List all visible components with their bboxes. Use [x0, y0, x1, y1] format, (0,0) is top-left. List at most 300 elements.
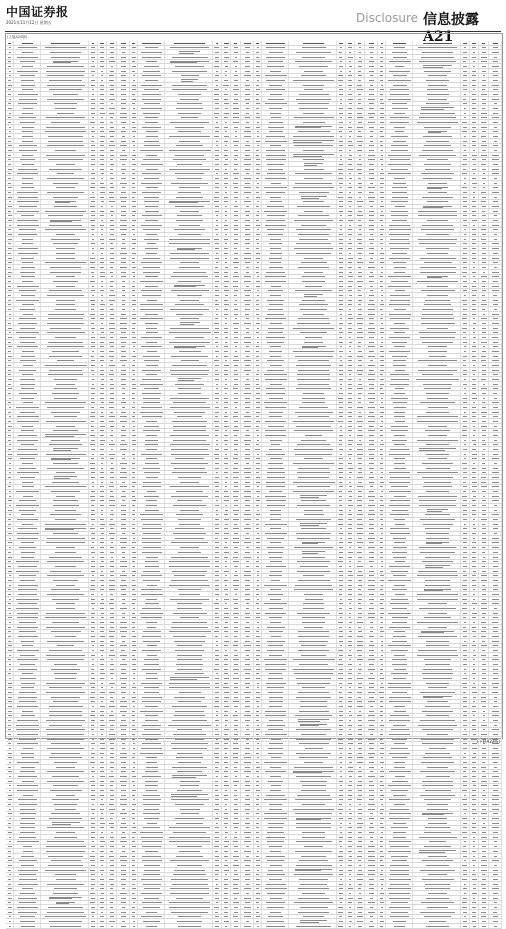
text-stroke — [472, 117, 477, 118]
text-stroke — [46, 117, 86, 118]
text-stroke — [100, 66, 104, 67]
text-stroke — [110, 127, 114, 128]
table-cell — [14, 97, 41, 101]
table-cell — [461, 78, 470, 82]
table-cell — [222, 64, 231, 68]
text-stroke — [143, 113, 160, 114]
table-cell — [378, 88, 386, 92]
table-cell — [386, 55, 413, 59]
text-stroke — [100, 85, 103, 86]
table-cell — [98, 74, 107, 78]
table-cell — [117, 46, 130, 50]
table-cell — [365, 120, 378, 124]
table-cell — [14, 46, 41, 50]
table-cell — [14, 92, 41, 96]
text-stroke — [100, 89, 104, 90]
text-stroke — [214, 66, 219, 67]
text-stroke — [109, 99, 114, 100]
text-stroke — [339, 52, 342, 53]
text-stroke — [142, 99, 161, 100]
continuation-note: (上接A20版) — [7, 35, 27, 40]
text-stroke — [214, 99, 219, 100]
table-cell — [89, 60, 98, 64]
issue-dateline: 2021年11月12日 星期五 — [6, 20, 52, 26]
table-cell — [386, 125, 413, 129]
text-stroke — [369, 61, 373, 62]
table-cell — [107, 120, 117, 124]
text-stroke — [92, 61, 94, 62]
text-stroke — [340, 61, 342, 62]
text-stroke — [267, 66, 284, 67]
table-cell — [6, 55, 14, 59]
text-stroke — [295, 127, 321, 128]
table-cell — [41, 111, 89, 115]
text-stroke — [132, 103, 135, 104]
text-stroke — [132, 117, 136, 118]
text-stroke — [339, 66, 343, 67]
table-cell — [346, 41, 355, 45]
table-cell — [479, 78, 489, 82]
table-cell — [413, 60, 461, 64]
text-stroke — [121, 71, 127, 72]
table-cell — [289, 83, 337, 87]
table-cell — [365, 102, 378, 106]
text-stroke — [369, 127, 374, 128]
text-stroke — [348, 85, 351, 86]
text-stroke — [389, 71, 411, 72]
table-cell — [489, 97, 502, 101]
text-stroke — [256, 52, 259, 53]
text-stroke — [9, 131, 11, 132]
table-cell — [41, 64, 89, 68]
text-stroke — [50, 52, 81, 53]
text-stroke — [349, 71, 352, 72]
table-cell — [346, 106, 355, 110]
text-stroke — [100, 47, 104, 48]
table-cell — [254, 78, 262, 82]
table-cell — [489, 92, 502, 96]
table-cell — [6, 74, 14, 78]
table-cell — [98, 55, 107, 59]
table-cell — [337, 120, 346, 124]
text-stroke — [111, 103, 114, 104]
table-cell — [130, 60, 138, 64]
text-stroke — [357, 127, 363, 128]
text-stroke — [20, 122, 35, 123]
text-stroke — [369, 89, 374, 90]
text-stroke — [256, 117, 260, 118]
text-stroke — [481, 57, 487, 58]
table-cell — [107, 55, 117, 59]
table-cell — [165, 102, 213, 106]
table-cell — [14, 78, 41, 82]
text-stroke — [482, 85, 487, 86]
table-cell — [138, 50, 165, 54]
text-stroke — [392, 103, 407, 104]
text-stroke — [256, 99, 259, 100]
table-cell — [117, 102, 130, 106]
table-cell — [355, 55, 365, 59]
text-stroke — [9, 71, 11, 72]
text-stroke — [462, 122, 467, 123]
table-cell — [489, 60, 502, 64]
table-cell — [489, 50, 502, 54]
text-stroke — [132, 43, 135, 44]
text-stroke — [100, 122, 104, 123]
text-stroke — [380, 80, 383, 81]
text-stroke — [181, 79, 199, 80]
table-cell — [117, 69, 130, 73]
text-stroke — [369, 43, 374, 44]
table-cell — [346, 83, 355, 87]
table-cell — [98, 92, 107, 96]
text-stroke — [100, 99, 105, 100]
text-stroke — [100, 57, 104, 58]
text-stroke — [122, 127, 126, 128]
table-cell — [117, 125, 130, 129]
text-stroke — [348, 75, 353, 76]
table-cell — [98, 97, 107, 101]
text-stroke — [234, 43, 237, 44]
table-cell — [117, 50, 130, 54]
table-cell — [386, 116, 413, 120]
table-cell — [138, 97, 165, 101]
table-cell — [222, 111, 231, 115]
table-cell — [117, 97, 130, 101]
table-cell — [262, 69, 289, 73]
table-cell — [461, 116, 470, 120]
text-stroke — [224, 80, 228, 81]
text-stroke — [359, 47, 362, 48]
text-stroke — [92, 117, 94, 118]
text-stroke — [369, 103, 374, 104]
table-cell — [6, 69, 14, 73]
table-cell — [378, 50, 386, 54]
text-stroke — [304, 89, 324, 90]
table-cell — [98, 111, 107, 115]
table-cell — [117, 88, 130, 92]
table-cell — [14, 125, 41, 129]
text-stroke — [142, 127, 161, 128]
text-stroke — [389, 61, 411, 62]
text-stroke — [132, 61, 135, 62]
text-stroke — [256, 75, 260, 76]
table-cell — [413, 64, 461, 68]
text-stroke — [53, 94, 78, 95]
text-stroke — [472, 47, 476, 48]
table-cell — [254, 106, 262, 110]
table-cell — [479, 41, 489, 45]
text-stroke — [109, 75, 114, 76]
text-stroke — [427, 89, 448, 90]
table-cell — [470, 50, 479, 54]
table-cell — [461, 83, 470, 87]
table-cell — [346, 116, 355, 120]
table-cell — [6, 41, 14, 45]
text-stroke — [349, 89, 352, 90]
text-stroke — [493, 61, 498, 62]
table-cell — [107, 97, 117, 101]
table-cell — [413, 106, 461, 110]
text-stroke — [357, 85, 362, 86]
text-stroke — [463, 43, 467, 44]
table-cell — [222, 116, 231, 120]
text-stroke — [132, 89, 136, 90]
text-stroke — [492, 85, 499, 86]
table-cell — [355, 78, 365, 82]
text-stroke — [472, 57, 475, 58]
text-stroke — [121, 66, 126, 67]
table-cell — [337, 92, 346, 96]
table-cell — [213, 78, 222, 82]
table-cell — [231, 92, 241, 96]
table-cell — [41, 130, 89, 134]
text-stroke — [256, 71, 259, 72]
table-cell — [413, 41, 461, 45]
text-stroke — [473, 52, 476, 53]
text-stroke — [8, 108, 12, 109]
table-cell — [386, 64, 413, 68]
text-stroke — [55, 108, 76, 109]
table-cell — [386, 69, 413, 73]
table-cell — [262, 106, 289, 110]
text-stroke — [482, 89, 485, 90]
text-stroke — [47, 75, 84, 76]
table-cell — [222, 120, 231, 124]
text-stroke — [132, 71, 135, 72]
table-cell — [365, 125, 378, 129]
text-stroke — [472, 99, 476, 100]
table-cell — [337, 74, 346, 78]
table-cell — [41, 46, 89, 50]
text-stroke — [245, 66, 250, 67]
table-cell — [98, 64, 107, 68]
text-stroke — [53, 62, 71, 63]
table-cell — [107, 78, 117, 82]
table-cell — [413, 125, 461, 129]
table-cell — [289, 41, 337, 45]
table-cell — [470, 97, 479, 101]
text-stroke — [225, 122, 228, 123]
table-cell — [262, 46, 289, 50]
text-stroke — [302, 57, 324, 58]
text-stroke — [298, 103, 328, 104]
text-stroke — [132, 52, 134, 53]
table-cell — [470, 74, 479, 78]
table-cell — [241, 64, 254, 68]
text-stroke — [19, 117, 36, 118]
text-stroke — [132, 66, 136, 67]
text-stroke — [45, 131, 87, 132]
table-cell — [470, 120, 479, 124]
text-stroke — [338, 80, 343, 81]
text-stroke — [381, 43, 383, 44]
table-cell — [222, 106, 231, 110]
table-cell — [98, 102, 107, 106]
table-cell — [461, 120, 470, 124]
text-stroke — [493, 71, 498, 72]
text-stroke — [348, 80, 352, 81]
table-cell — [130, 88, 138, 92]
table-cell — [489, 88, 502, 92]
text-stroke — [428, 85, 447, 86]
table-cell — [130, 116, 138, 120]
text-stroke — [340, 47, 342, 48]
text-stroke — [339, 108, 343, 109]
table-cell — [489, 41, 502, 45]
table-cell — [289, 111, 337, 115]
text-stroke — [141, 108, 162, 109]
text-stroke — [91, 47, 95, 48]
table-cell — [107, 46, 117, 50]
masthead — [0, 0, 506, 33]
table-cell — [355, 125, 365, 129]
text-stroke — [121, 61, 126, 62]
text-stroke — [215, 80, 218, 81]
text-stroke — [340, 103, 342, 104]
table-cell — [461, 97, 470, 101]
text-stroke — [90, 122, 95, 123]
text-stroke — [51, 57, 81, 58]
table-cell — [386, 92, 413, 96]
table-cell — [165, 97, 213, 101]
text-stroke — [8, 122, 11, 123]
table-cell — [470, 83, 479, 87]
text-stroke — [299, 108, 328, 109]
text-stroke — [215, 127, 219, 128]
text-stroke — [265, 103, 287, 104]
table-cell — [6, 125, 14, 129]
table-cell — [14, 106, 41, 110]
text-stroke — [246, 108, 250, 109]
table-cell — [254, 120, 262, 124]
text-stroke — [245, 71, 250, 72]
text-stroke — [299, 94, 329, 95]
text-stroke — [256, 61, 260, 62]
text-stroke — [109, 113, 114, 114]
table-cell — [289, 97, 337, 101]
table-cell — [14, 102, 41, 106]
table-cell — [165, 78, 213, 82]
table-cell — [107, 83, 117, 87]
text-stroke — [265, 75, 287, 76]
table-cell — [489, 125, 502, 129]
table-cell — [346, 64, 355, 68]
table-cell — [337, 46, 346, 50]
text-stroke — [9, 75, 11, 76]
text-stroke — [110, 47, 114, 48]
text-stroke — [423, 43, 452, 44]
table-cell — [470, 92, 479, 96]
table-cell — [41, 78, 89, 82]
table-cell — [89, 111, 98, 115]
table-cell — [231, 55, 241, 59]
text-stroke — [215, 75, 219, 76]
table-cell — [289, 88, 337, 92]
text-stroke — [339, 57, 342, 58]
table-cell — [386, 74, 413, 78]
table-cell — [165, 125, 213, 129]
text-stroke — [57, 113, 75, 114]
text-stroke — [214, 94, 219, 95]
table-cell — [213, 88, 222, 92]
text-stroke — [380, 94, 384, 95]
text-stroke — [393, 57, 407, 58]
table-cell — [413, 116, 461, 120]
table-cell — [461, 125, 470, 129]
text-stroke — [172, 57, 208, 58]
table-cell — [231, 120, 241, 124]
text-stroke — [266, 43, 285, 44]
text-stroke — [17, 71, 38, 72]
text-stroke — [359, 57, 362, 58]
table-cell — [138, 46, 165, 50]
text-stroke — [296, 99, 332, 100]
text-stroke — [464, 117, 467, 118]
table-cell — [289, 120, 337, 124]
text-stroke — [121, 99, 127, 100]
text-stroke — [370, 57, 374, 58]
text-stroke — [304, 71, 323, 72]
text-stroke — [482, 66, 486, 67]
table-cell — [413, 92, 461, 96]
table-cell — [365, 83, 378, 87]
table-cell — [479, 55, 489, 59]
text-stroke — [121, 80, 127, 81]
table-cell — [355, 41, 365, 45]
table-cell — [89, 106, 98, 110]
table-cell — [241, 69, 254, 73]
table-cell — [461, 64, 470, 68]
text-stroke — [91, 66, 95, 67]
table-cell — [254, 55, 262, 59]
table-cell — [98, 125, 107, 129]
table-cell — [355, 106, 365, 110]
text-stroke — [91, 131, 95, 132]
text-stroke — [369, 47, 374, 48]
table-cell — [355, 88, 365, 92]
text-stroke — [245, 85, 250, 86]
table-cell — [98, 78, 107, 82]
text-stroke — [142, 75, 161, 76]
text-stroke — [142, 57, 160, 58]
table-cell — [14, 130, 41, 134]
table-cell — [213, 111, 222, 115]
text-stroke — [369, 94, 373, 95]
table-cell — [461, 102, 470, 106]
table-cell — [138, 41, 165, 45]
text-stroke — [358, 94, 361, 95]
text-stroke — [144, 66, 160, 67]
text-stroke — [464, 108, 466, 109]
text-stroke — [225, 89, 227, 90]
table-cell — [413, 55, 461, 59]
table-cell — [413, 97, 461, 101]
text-stroke — [370, 75, 374, 76]
table-cell — [470, 41, 479, 45]
text-stroke — [46, 71, 84, 72]
text-stroke — [390, 94, 409, 95]
table-cell — [413, 46, 461, 50]
table-cell — [89, 78, 98, 82]
table-cell — [346, 102, 355, 106]
table-cell — [461, 92, 470, 96]
text-stroke — [91, 108, 95, 109]
text-stroke — [269, 85, 282, 86]
text-stroke — [256, 85, 259, 86]
text-stroke — [380, 66, 383, 67]
text-stroke — [303, 85, 324, 86]
